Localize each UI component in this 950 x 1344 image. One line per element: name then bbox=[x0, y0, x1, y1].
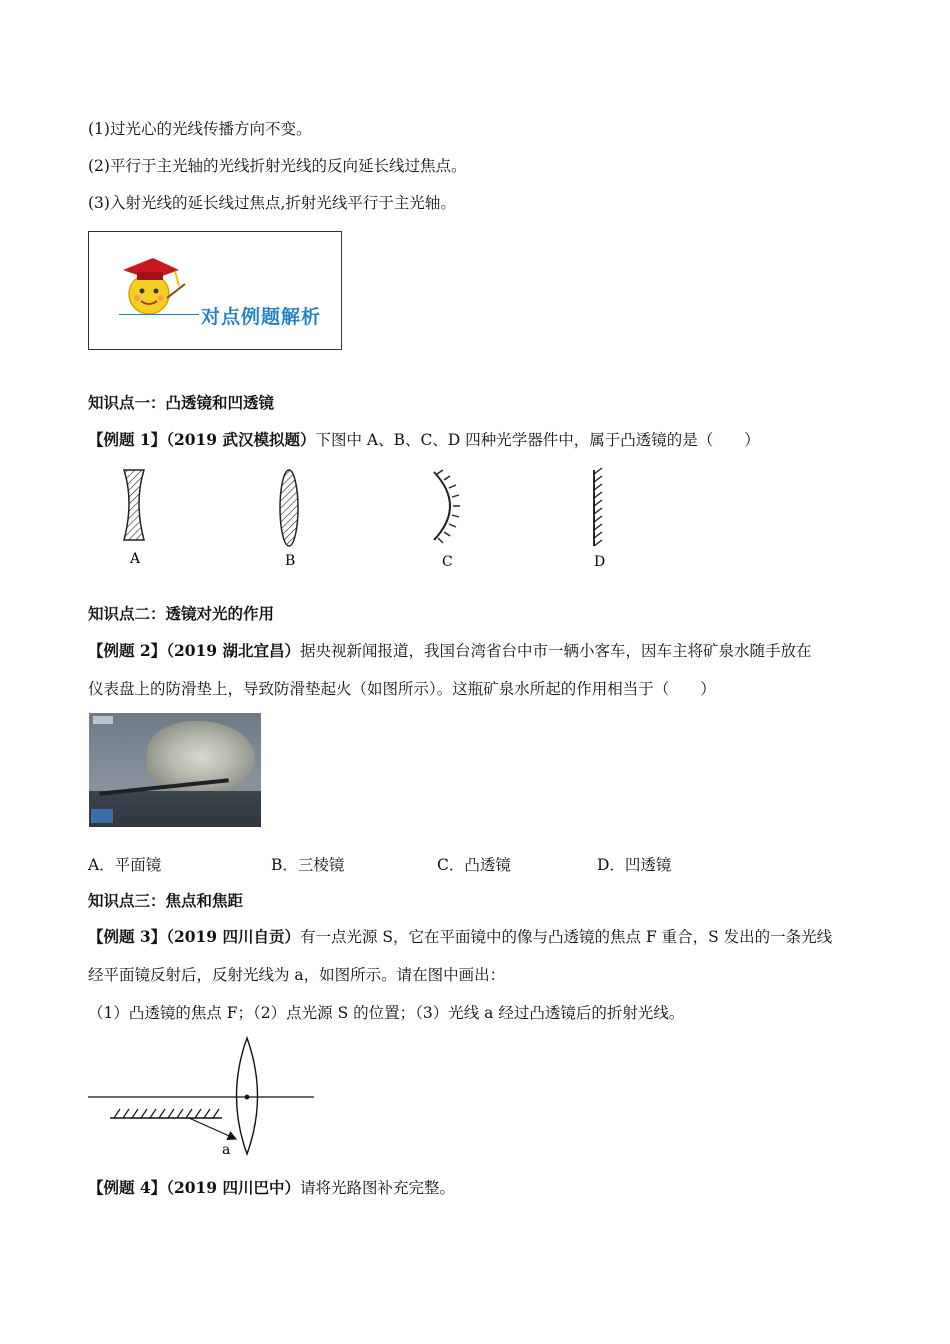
example-2-line-2: 仪表盘上的防滑垫上，导致防滑垫起火（如图所示）。这瓶矿泉水所起的作用相当于（ ） bbox=[88, 680, 716, 698]
tv-logo-icon bbox=[93, 716, 113, 724]
example-1-text: 下图中 A、B、C、D 四种光学器件中，属于凸透镜的是（ ） bbox=[315, 431, 760, 449]
label-d: D bbox=[594, 554, 606, 570]
heading-k1: 知识点一：凸透镜和凹透镜 bbox=[88, 393, 275, 412]
heading-k3: 知识点三：焦点和焦距 bbox=[88, 891, 244, 910]
example-3-source: （2019 四川自贡） bbox=[166, 927, 300, 946]
option-d: D．凹透镜 bbox=[597, 856, 672, 874]
example-2-line-1 bbox=[88, 641, 812, 661]
option-c: C．凸透镜 bbox=[437, 856, 511, 874]
reflected-ray-a bbox=[189, 1118, 236, 1139]
convex-lens-b bbox=[280, 470, 298, 546]
car-dashboard-photo bbox=[89, 713, 261, 827]
option-a: A．平面镜 bbox=[88, 856, 162, 874]
rule-2: (2)平行于主光轴的光线折射光线的反向延长线过焦点。 bbox=[88, 157, 467, 175]
example-2-tag: 【例题 2】 bbox=[88, 641, 167, 660]
label-a: A bbox=[130, 551, 141, 567]
banner-rule bbox=[119, 314, 199, 315]
optical-center bbox=[245, 1095, 250, 1100]
example-1 bbox=[88, 430, 760, 450]
example-3-line-2: 经平面镜反射后，反射光线为 a，如图所示。请在图中画出： bbox=[88, 966, 506, 984]
plane-mirror-d bbox=[594, 468, 602, 546]
example-4-tag: 【例题 4】 bbox=[88, 1178, 167, 1197]
caption-box bbox=[91, 809, 113, 823]
label-b: B bbox=[285, 553, 296, 569]
example-3-tag: 【例题 3】 bbox=[88, 927, 167, 946]
ray-label-a: a bbox=[222, 1142, 231, 1158]
label-c: C bbox=[442, 554, 453, 570]
heading-k2: 知识点二：透镜对光的作用 bbox=[88, 604, 275, 623]
rule-1: (1)过光心的光线传播方向不变。 bbox=[88, 120, 312, 138]
mirror-hatch bbox=[114, 1109, 219, 1118]
example-3-text-1: 有一点光源 S，它在平面镜中的像与凸透镜的焦点 F 重合，S 发出的一条光线 bbox=[299, 928, 833, 946]
example-2-text-1: 据央视新闻报道，我国台湾省台中市一辆小客车，因车主将矿泉水随手放在 bbox=[299, 642, 812, 660]
example-2-source: （2019 湖北宜昌） bbox=[166, 641, 300, 660]
concave-mirror-c bbox=[434, 470, 460, 543]
example-1-source: （2019 武汉模拟题） bbox=[166, 430, 316, 449]
example-4 bbox=[88, 1178, 455, 1198]
figure-optical-devices bbox=[100, 462, 640, 574]
section-banner bbox=[88, 231, 342, 350]
example-3-line-3: （1）凸透镜的焦点 F；（2）点光源 S 的位置；（3）光线 a 经过凸透镜后的折射光线。 bbox=[88, 1004, 685, 1022]
example-3-line-1 bbox=[88, 927, 832, 947]
example-4-source: （2019 四川巴中） bbox=[166, 1178, 300, 1197]
rule-3: (3)入射光线的延长线过焦点,折射光线平行于主光轴。 bbox=[88, 194, 456, 212]
option-b: B．三棱镜 bbox=[271, 856, 345, 874]
figure-mirror-lens bbox=[86, 1036, 322, 1162]
example-4-text: 请将光路图补充完整。 bbox=[299, 1179, 455, 1197]
example-1-tag: 【例题 1】 bbox=[88, 430, 167, 449]
banner-title: 对点例题解析 bbox=[201, 306, 322, 328]
dashboard-area bbox=[89, 791, 261, 827]
concave-lens-a bbox=[124, 470, 144, 540]
